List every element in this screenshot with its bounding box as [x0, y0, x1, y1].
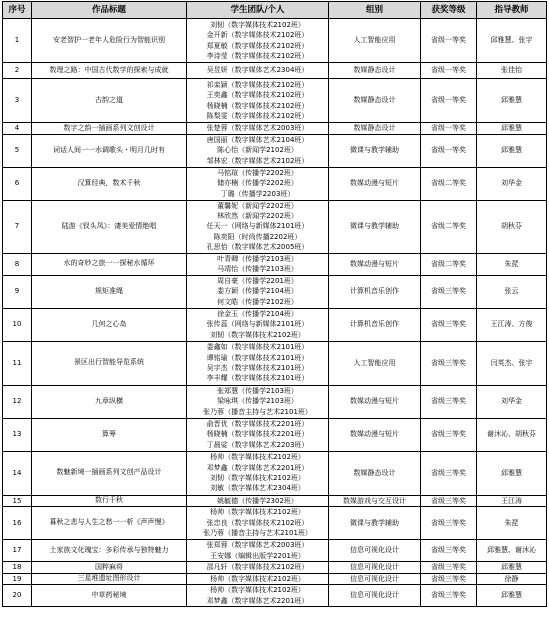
team-members	[187, 167, 329, 200]
table-row	[3, 385, 547, 418]
advisor-teacher: 刘华金	[477, 167, 547, 200]
row-number: 10	[3, 308, 32, 341]
team-member: 张郑蓉（数字媒体艺术2003班）	[206, 541, 309, 550]
work-title: 数魅新境一插画系列文创产品设计	[32, 451, 187, 495]
team-member: 周自豪（传播学2201班）	[217, 276, 298, 285]
team-members	[187, 418, 329, 451]
work-title: 规矩准绳	[32, 275, 187, 308]
team-member: 俞晋优（数字媒体技术2201班）	[206, 419, 309, 428]
row-number: 18	[3, 562, 32, 574]
competition-group: 数媒静态设计	[329, 123, 421, 135]
team-member: 郑夏敏（数字媒体技术2102班）	[206, 41, 309, 50]
header-team: 学生团队/个人	[187, 2, 329, 19]
award-level: 省级一等奖	[421, 123, 477, 135]
team-member: 林欣然（新闻学2202班）	[217, 211, 298, 220]
team-members	[187, 63, 329, 79]
work-title: 古韵之道	[32, 79, 187, 123]
work-title: 国粹麻将	[32, 562, 187, 574]
team-members	[187, 275, 329, 308]
table-body	[3, 19, 547, 607]
advisor-teacher: 邱雅慧	[477, 123, 547, 135]
award-level: 省级三等奖	[421, 540, 477, 562]
team-member: 李诗莹（数字媒体技术2102班）	[206, 51, 309, 60]
team-member: 叶青卿（传播学2103班）	[217, 254, 298, 263]
team-member: 梁咏琪（传播学2103班）	[217, 397, 298, 406]
team-member: 李丰耀（数字媒体技术2101班）	[206, 374, 309, 383]
team-member: 刘韧（数字媒体技术2102班）	[210, 474, 305, 483]
row-number: 8	[3, 253, 32, 275]
team-member: 杨晓楠（数字媒体技术2102班）	[206, 101, 309, 110]
table-header	[3, 2, 547, 19]
row-number: 5	[3, 134, 32, 167]
work-title: 土家族文化瑰宝：多彩传承与独特魅力	[32, 540, 187, 562]
row-number: 2	[3, 63, 32, 79]
team-member: 杨帅（数字媒体技术2102班）	[210, 508, 305, 517]
work-title: 几何之心岛	[32, 308, 187, 341]
table-row	[3, 573, 547, 585]
team-members	[187, 200, 329, 253]
team-members	[187, 134, 329, 167]
table-row	[3, 79, 547, 123]
competition-group: 人工智能应用	[329, 19, 421, 63]
team-members	[187, 341, 329, 385]
team-member: 刘敏（数字媒体艺术2304班）	[210, 484, 305, 493]
advisor-teacher: 张佳怡	[477, 63, 547, 79]
team-member: 邹林宏（数字媒体艺术2102班）	[206, 156, 309, 165]
table-row	[3, 451, 547, 495]
competition-group: 微课与教学辅助	[329, 507, 421, 540]
work-title: 三星堆遗址图形设计	[32, 573, 187, 585]
advisor-teacher: 邱雅慧	[477, 585, 547, 607]
team-member: 陈奕阳（时尚传播2202班）	[213, 232, 302, 241]
award-level: 省级二等奖	[421, 167, 477, 200]
advisor-teacher: 胡秋芬	[477, 200, 547, 253]
row-number: 20	[3, 585, 32, 607]
work-title: 数字之韵一插画系列文创设计	[32, 123, 187, 135]
team-members	[187, 19, 329, 63]
team-member: 杨帅（数字媒体技术2102班）	[210, 574, 305, 583]
team-member: 刘韧（数字媒体技术2102班）	[210, 330, 305, 339]
team-member: 张乃蓉（播音主持与艺术2101班）	[203, 407, 312, 416]
award-level: 省级三等奖	[421, 275, 477, 308]
team-member: 谭铭瑜（数字媒体技术2101班）	[206, 353, 309, 362]
row-number: 11	[3, 341, 32, 385]
competition-group: 计算机音乐创作	[329, 308, 421, 341]
row-number: 16	[3, 507, 32, 540]
advisor-teacher: 张云	[477, 275, 547, 308]
advisor-teacher: 邱雅慧	[477, 451, 547, 495]
team-member: 杨帅（数字媒体技术2102班）	[210, 586, 305, 595]
team-member: 储亦楠（传播学2202班）	[217, 179, 298, 188]
table-row	[3, 19, 547, 63]
team-member: 祁栾颖（数字媒体技术2102班）	[206, 80, 309, 89]
advisor-teacher: 谢沐沁、胡秋芬	[477, 418, 547, 451]
advisor-teacher: 邱雅慧	[477, 79, 547, 123]
competition-group: 信息可视化设计	[329, 585, 421, 607]
work-title: 词话人间一一水调歌头・明月几时有	[32, 134, 187, 167]
team-members	[187, 123, 329, 135]
advisor-teacher: 邱雅慧、张宇	[477, 19, 547, 63]
team-member: 丁璐（传播学2203班）	[220, 189, 295, 198]
table-row	[3, 341, 547, 385]
row-number: 4	[3, 123, 32, 135]
team-members	[187, 79, 329, 123]
advisor-teacher: 朱琵	[477, 507, 547, 540]
table-row	[3, 123, 547, 135]
team-member: 张忠良（数字媒体技术2102班）	[206, 518, 309, 527]
header-teacher: 指导教师	[477, 2, 547, 19]
award-level: 省级一等奖	[421, 134, 477, 167]
work-title: 数理之路：中国古代数学的探索与成就	[32, 63, 187, 79]
advisor-teacher: 闫英杰、张宇	[477, 341, 547, 385]
team-members	[187, 573, 329, 585]
table-row	[3, 308, 547, 341]
award-level: 省级一等奖	[421, 19, 477, 63]
competition-group: 数媒游戏与交互设计	[329, 495, 421, 507]
header-number: 序号	[3, 2, 32, 19]
table-row	[3, 507, 547, 540]
team-member: 张乃蓉（播音主持与艺术2101班）	[203, 529, 312, 538]
competition-group: 数媒静态设计	[329, 79, 421, 123]
row-number: 7	[3, 200, 32, 253]
advisor-teacher: 徐静	[477, 573, 547, 585]
competition-group: 信息可视化设计	[329, 540, 421, 562]
awards-table	[2, 1, 547, 607]
team-member: 孔思怡（数字媒体艺术2005班）	[206, 243, 309, 252]
table-row	[3, 275, 547, 308]
team-member: 杨帅（数字媒体技术2102班）	[210, 453, 305, 462]
table-row	[3, 63, 547, 79]
advisor-teacher: 邱雅慧、谢沐沁	[477, 540, 547, 562]
competition-group: 数媒静态设计	[329, 451, 421, 495]
header-row	[3, 2, 547, 19]
team-members	[187, 585, 329, 607]
competition-group: 计算机音乐创作	[329, 275, 421, 308]
advisor-teacher: 朱琵	[477, 253, 547, 275]
table-row	[3, 540, 547, 562]
row-number: 9	[3, 275, 32, 308]
team-member: 张楚蓉（数字媒体艺术2003班）	[206, 124, 309, 133]
row-number: 6	[3, 167, 32, 200]
award-level: 省级三等奖	[421, 507, 477, 540]
team-member: 姚毓德（传播学2302班）	[217, 496, 298, 505]
row-number: 12	[3, 385, 32, 418]
work-title: 景区出行智能导览系统	[32, 341, 187, 385]
award-level: 省级三等奖	[421, 308, 477, 341]
team-member: 张传蕊（网络与新媒体2101班）	[206, 320, 309, 329]
award-level: 省级三等奖	[421, 495, 477, 507]
table-row	[3, 495, 547, 507]
award-level: 省级三等奖	[421, 573, 477, 585]
work-title: 暮秋之悲与人生之愁一一析《声声慢》	[32, 507, 187, 540]
advisor-teacher: 王江涛	[477, 495, 547, 507]
advisor-teacher: 邱雅慧	[477, 134, 547, 167]
team-member: 徐金玉（传播学2104班）	[217, 309, 298, 318]
table-row	[3, 167, 547, 200]
competition-group: 数媒动漫与短片	[329, 418, 421, 451]
award-level: 省级三等奖	[421, 341, 477, 385]
team-member: 娄方颖（传播学2104班）	[217, 287, 298, 296]
team-member: 吴昱妍（数字媒体艺术2304班）	[206, 66, 309, 75]
team-members	[187, 385, 329, 418]
team-member: 何文皓（传播学2102班）	[217, 297, 298, 306]
team-member: 杨晓楠（数字媒体技术2201班）	[206, 430, 309, 439]
competition-group: 人工智能应用	[329, 341, 421, 385]
row-number: 14	[3, 451, 32, 495]
team-member: 邵凡轩（数字媒体技术2102班）	[206, 563, 309, 572]
team-member: 邓梦鑫（数字媒体艺术2201班）	[206, 596, 309, 605]
team-member: 丁晨娑（数字媒体艺术2203班）	[206, 440, 309, 449]
team-members	[187, 451, 329, 495]
team-members	[187, 308, 329, 341]
award-level: 省级二等奖	[421, 200, 477, 253]
row-number: 13	[3, 418, 32, 451]
award-level: 省级二等奖	[421, 253, 477, 275]
header-group: 组别	[329, 2, 421, 19]
advisor-teacher: 邱雅慧	[477, 562, 547, 574]
row-number: 19	[3, 573, 32, 585]
competition-group: 数媒静态设计	[329, 63, 421, 79]
table-row	[3, 562, 547, 574]
team-member: 王安娜（编辑出版学2201班）	[210, 551, 305, 560]
table-row	[3, 418, 547, 451]
work-title: 九章纵横	[32, 385, 187, 418]
team-member: 马靖怡（传播学2103班）	[217, 265, 298, 274]
row-number: 17	[3, 540, 32, 562]
team-member: 马铭瑄（传播学2202班）	[217, 168, 298, 177]
table-row	[3, 134, 547, 167]
competition-group: 信息可视化设计	[329, 573, 421, 585]
team-member: 王奕鑫（数字媒体技术2102班）	[206, 91, 309, 100]
team-members	[187, 495, 329, 507]
award-level: 省级一等奖	[421, 79, 477, 123]
award-level: 省级三等奖	[421, 562, 477, 574]
award-level: 省级三等奖	[421, 585, 477, 607]
team-member: 任天一（网络与新媒体2101班）	[206, 222, 309, 231]
competition-group: 微课与教学辅助	[329, 200, 421, 253]
work-title: 算筹	[32, 418, 187, 451]
team-members	[187, 253, 329, 275]
team-member: 娄鑫如（数字媒体技术2101班）	[206, 343, 309, 352]
team-member: 刘韧（数字媒体技术2102班）	[210, 20, 305, 29]
table-row	[3, 585, 547, 607]
award-level: 省级三等奖	[421, 451, 477, 495]
competition-group: 信息可视化设计	[329, 562, 421, 574]
award-level: 省级三等奖	[421, 385, 477, 418]
team-member: 陈梨雯（数字媒体技术2102班）	[206, 111, 309, 120]
team-member: 唐国丽（数字媒体艺术2104班）	[206, 135, 309, 144]
row-number: 15	[3, 495, 32, 507]
competition-group: 数媒动漫与短片	[329, 167, 421, 200]
work-title: 水的奇妙之旅一一探秘水循环	[32, 253, 187, 275]
work-title: 中草药秘境	[32, 585, 187, 607]
team-member: 董馨妮（新闻学2202班）	[217, 201, 298, 210]
header-work-title: 作品标题	[32, 2, 187, 19]
team-member: 吴宇杰（数字媒体技术2101班）	[206, 364, 309, 373]
team-member: 陈心怡（新闻学2102班）	[217, 146, 298, 155]
award-level: 省级一等奖	[421, 63, 477, 79]
table-row	[3, 200, 547, 253]
award-level: 省级三等奖	[421, 418, 477, 451]
competition-group: 数媒动漫与短片	[329, 385, 421, 418]
work-title: 安老智护一老年人危险行为智能识别	[32, 19, 187, 63]
team-members	[187, 540, 329, 562]
team-member: 金开新（数字媒体技术2102班）	[206, 31, 309, 40]
advisor-teacher: 刘华金	[477, 385, 547, 418]
team-member: 邓梦鑫（数字媒体艺术2201班）	[206, 463, 309, 472]
team-members	[187, 562, 329, 574]
table-row	[3, 253, 547, 275]
team-members	[187, 507, 329, 540]
competition-group: 微课与教学辅助	[329, 134, 421, 167]
competition-group: 数媒动漫与短片	[329, 253, 421, 275]
work-title: 数行千秋	[32, 495, 187, 507]
work-title: 汉算经典，数术千秋	[32, 167, 187, 200]
row-number: 3	[3, 79, 32, 123]
work-title: 陆游《钗头凤》：凄美爱情绝唱	[32, 200, 187, 253]
row-number: 1	[3, 19, 32, 63]
header-award-level: 获奖等级	[421, 2, 477, 19]
team-member: 张郑慧（传播学2103班）	[217, 386, 298, 395]
advisor-teacher: 王江涛、方俊	[477, 308, 547, 341]
